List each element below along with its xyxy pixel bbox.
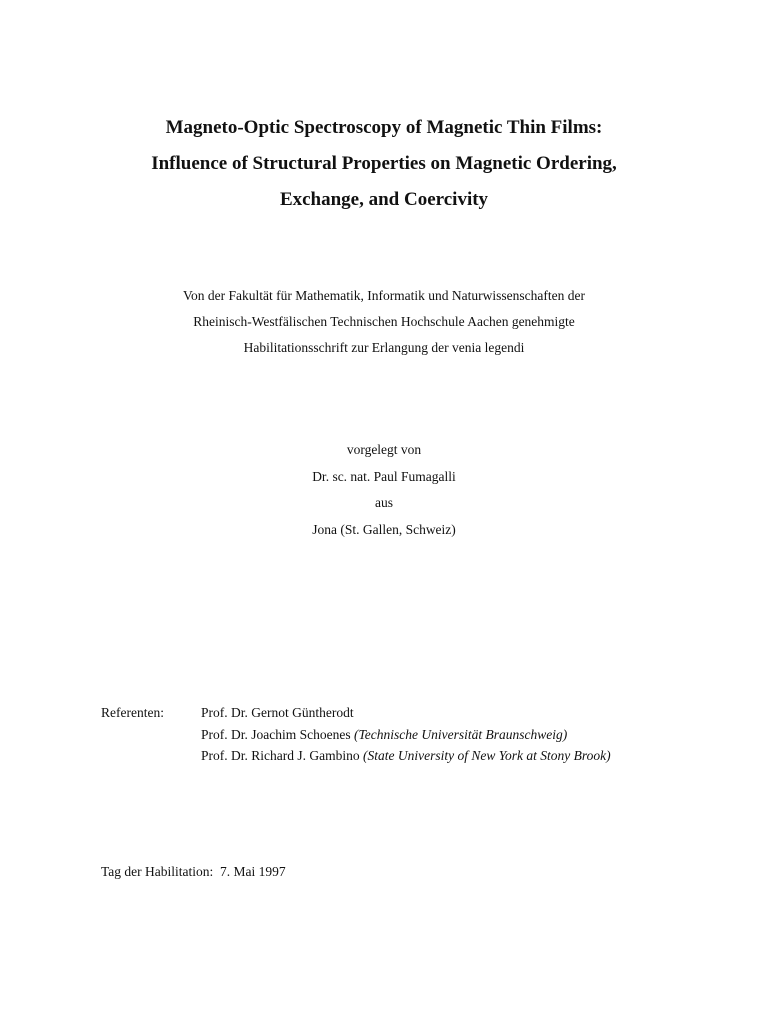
faculty-line-2: Rheinisch-Westfälischen Technischen Hochschule Aachen genehmigte [193, 314, 575, 329]
author-name: Dr. sc. nat. Paul Fumagalli [312, 468, 456, 484]
referees-label: Referenten: [101, 705, 164, 720]
referees-label-spacer [101, 724, 201, 746]
title-line-3: Exchange, and Coercivity [279, 189, 489, 210]
habilitation-date-line [101, 860, 286, 884]
presented-by-block [0, 437, 768, 543]
title-line-1: Magneto-Optic Spectroscopy of Magnetic Thin Films: [165, 117, 603, 138]
referee-affiliation: (Technische Universität Braunschweig) [353, 726, 568, 742]
faculty-line-3: Habilitationsschrift zur Erlangung der venia legendi [243, 340, 525, 355]
referees-label-spacer [101, 745, 201, 767]
referee-row [101, 745, 611, 767]
from-label: aus [375, 495, 393, 510]
faculty-line-1: Von der Fakultät für Mathematik, Informatik und Naturwissenschaften der [182, 288, 586, 303]
author-origin: Jona (St. Gallen, Schweiz) [312, 521, 456, 537]
title-line-2: Influence of Structural Properties on Magnetic Ordering, [151, 153, 617, 174]
referee-affiliation: (State University of New York at Stony Brook) [362, 748, 611, 763]
faculty-statement [0, 283, 768, 361]
habilitation-label: Tag der Habilitation: [101, 864, 214, 879]
presented-by-label: vorgelegt von [346, 442, 422, 457]
referees-block [101, 702, 611, 767]
document-title [0, 110, 768, 218]
habilitation-date: 7. Mai 1997 [220, 864, 286, 879]
referee-row [101, 702, 611, 724]
referee-name: Prof. Dr. Gernot Güntherodt [201, 705, 354, 720]
referee-row [101, 724, 611, 746]
referee-name: Prof. Dr. Richard J. Gambino [201, 748, 360, 763]
referee-name: Prof. Dr. Joachim Schoenes [201, 726, 351, 742]
